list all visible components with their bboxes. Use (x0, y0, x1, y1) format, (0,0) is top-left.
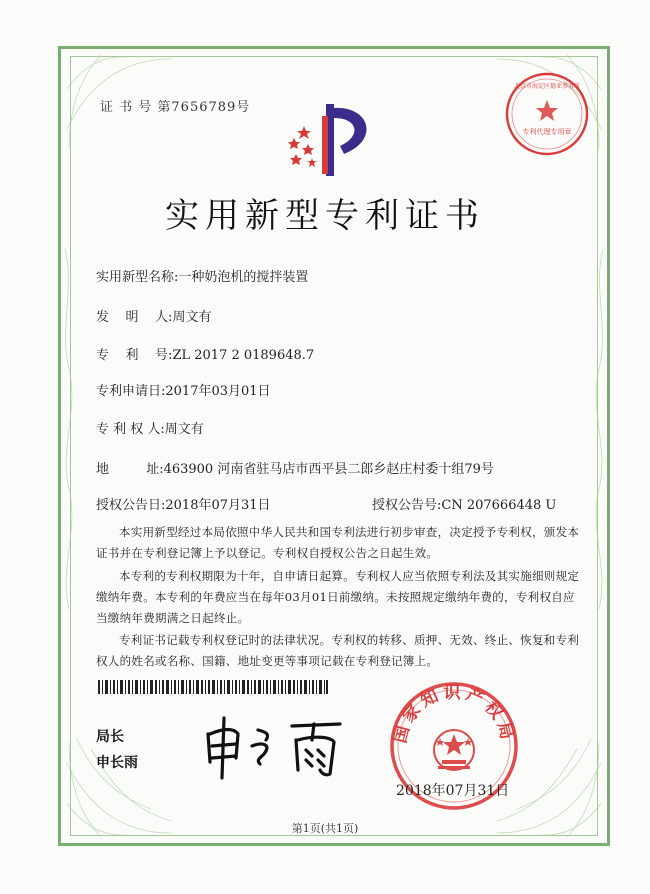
seal-date: 2018年07月31日 (396, 783, 510, 799)
announce-number-field (372, 494, 556, 513)
address-label: 地 址: (96, 462, 164, 477)
patent-number-value: ZL 2017 2 0189648.7 (172, 348, 315, 363)
patent-number-label: 专 利 号: (96, 348, 173, 363)
certificate-number: 证 书 号 第7656789号 (100, 100, 251, 115)
name-label: 实用新型名称: (96, 270, 179, 285)
patentee-label: 专 利 权 人: (96, 422, 165, 437)
announce-date-field (96, 494, 271, 513)
signatory-title: 局长 (96, 729, 124, 745)
signatory-name: 申长雨 (96, 755, 138, 771)
agency-seal-center: 专利代理专用章 (522, 128, 572, 136)
paragraph-legal-status: 专利证书记载专利权登记时的法律状况。专利权的转移、质押、无效、终止、恢复和专利权人的姓名或名称、国籍、地址变更等事项记载在专利登记簿上。 (96, 633, 580, 668)
patent-office-logo-icon (282, 96, 382, 178)
patent-number-field (96, 344, 314, 363)
page-title: 实用新型专利证书 (165, 196, 485, 236)
name-field (96, 266, 308, 285)
filing-date-value: 2017年03月01日 (165, 384, 271, 399)
name-value: 一种奶泡机的搅拌装置 (178, 270, 309, 285)
paragraph-term: 本专利的专利权期限为十年，自申请日起算。专利权人应当依照专利法及其实施细则规定缴纳年费。本专利的年费应当在每年03月01日前缴纳。未按照规定缴纳年费的，专利权自应当缴纳年费期满之日起终止。 (96, 569, 580, 625)
announce-date-label: 授权公告日: (96, 498, 166, 513)
filing-date-label: 专利申请日: (96, 384, 166, 399)
address-field (96, 458, 494, 477)
announce-number-value: CN 207666448 U (441, 498, 557, 513)
agency-seal-icon (503, 70, 591, 158)
patentee-value: 周文有 (164, 422, 204, 437)
paragraph-grant: 本实用新型经过本局依照中华人民共和国专利法进行初步审查，决定授予专利权，颁发本证书并在专利登记簿上予以登记。专利权自授权公告之日起生效。 (96, 525, 580, 560)
handwritten-signature (200, 712, 350, 782)
agency-seal-ring: 北京市海淀区德亚事务所 (513, 83, 581, 90)
patentee-field (96, 418, 204, 437)
seal-ring-text: 国家知识产权局 (390, 683, 518, 746)
filing-date-field (96, 380, 271, 399)
inventor-label: 发 明 人: (96, 310, 173, 325)
inventor-value: 周文有 (172, 310, 212, 325)
address-value: 463900 河南省驻马店市西平县二郎乡赵庄村委十组79号 (163, 462, 494, 477)
announce-date-value: 2018年07月31日 (165, 498, 271, 513)
barcode-icon (98, 680, 328, 694)
page-footer: 第1页(共1页) (291, 822, 359, 835)
inventor-field (96, 306, 211, 325)
announce-number-label: 授权公告号: (372, 498, 442, 513)
